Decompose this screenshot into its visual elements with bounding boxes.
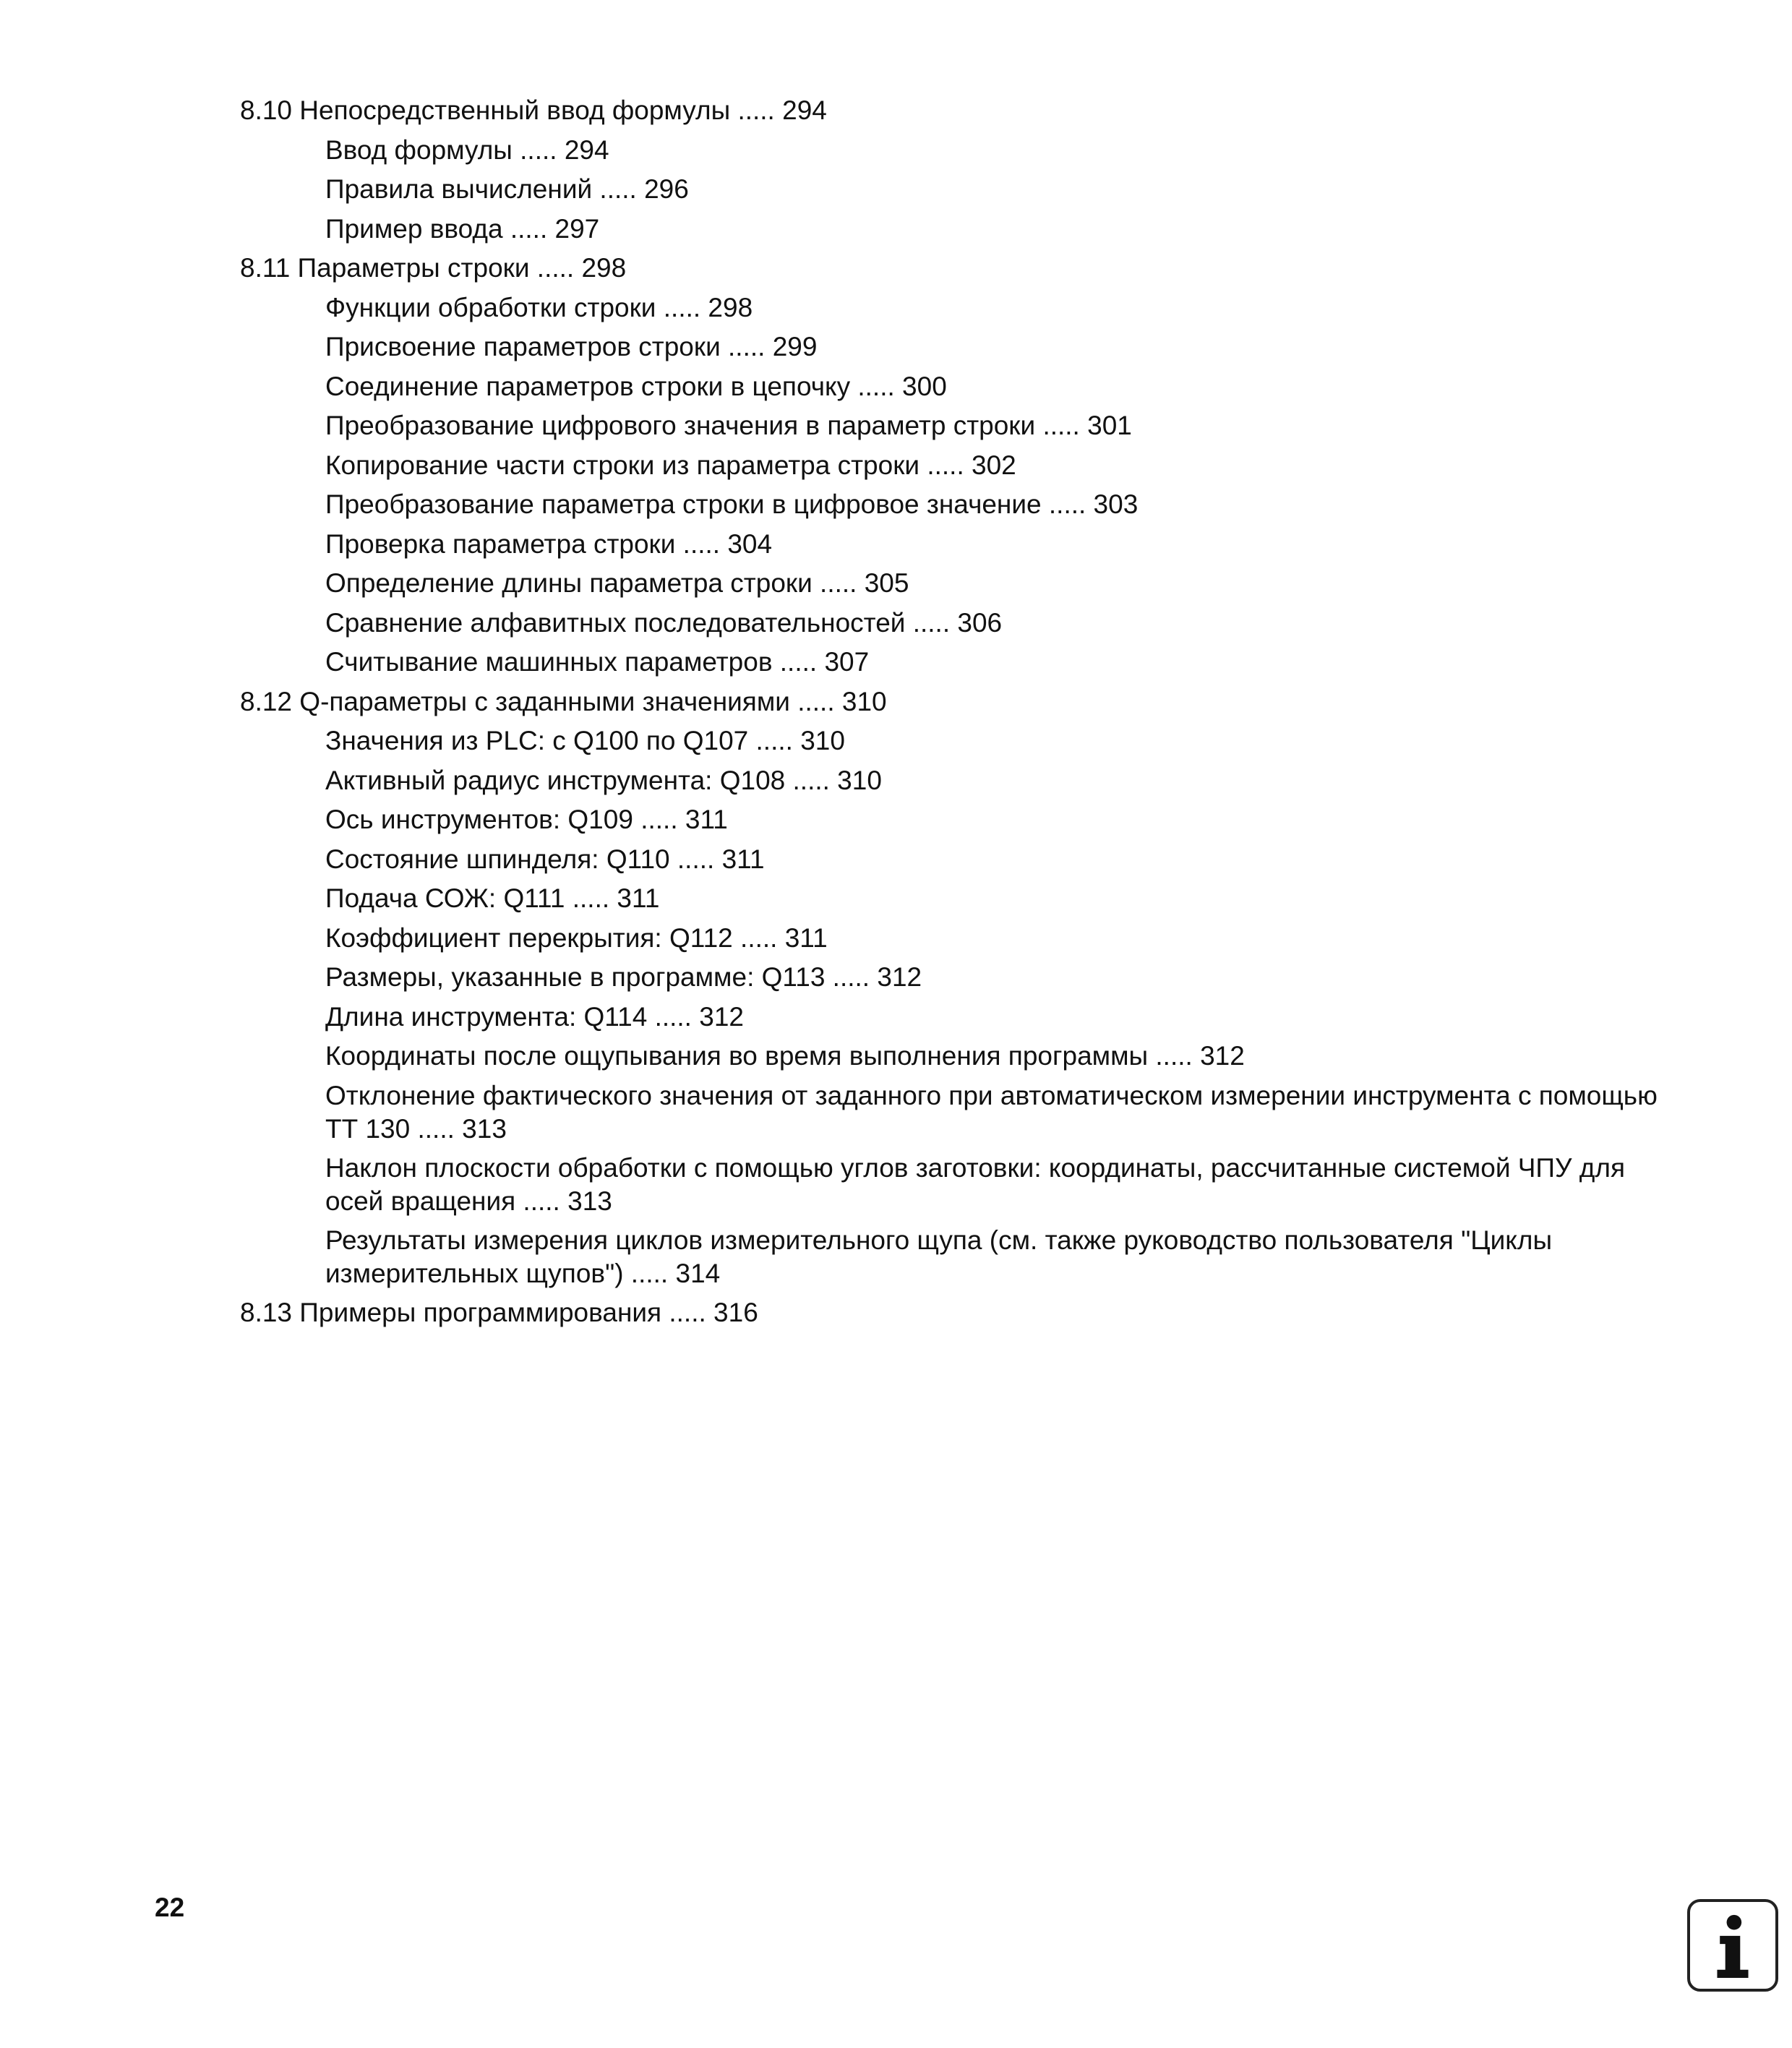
page-number: 22 <box>155 1893 185 1922</box>
toc-entry[interactable]: Состояние шпинделя: Q110 ..... 311 <box>325 844 765 874</box>
toc-entry[interactable]: Преобразование цифрового значения в параметр строки ..... 301 <box>325 411 1132 440</box>
toc-section-8-11[interactable]: 8.11 Параметры строки ..... 298 <box>240 253 627 283</box>
toc-entry[interactable]: Значения из PLC: с Q100 по Q107 ..... 310 <box>325 726 845 755</box>
toc-entry[interactable]: Пример ввода ..... 297 <box>325 214 600 244</box>
toc-entry[interactable]: Ввод формулы ..... 294 <box>325 135 609 165</box>
toc-entry[interactable]: Координаты после ощупывания во время выполнения программы ..... 312 <box>325 1041 1245 1071</box>
toc-entry[interactable]: Коэффициент перекрытия: Q112 ..... 311 <box>325 923 828 953</box>
toc-section-8-12[interactable]: 8.12 Q-параметры с заданными значениями ..... 310 <box>240 687 887 716</box>
toc-section-8-13[interactable]: 8.13 Примеры программирования ..... 316 <box>240 1298 758 1327</box>
toc-entry[interactable]: Преобразование параметра строки в цифровое значение ..... 303 <box>325 489 1139 519</box>
toc-entry[interactable]: Длина инструмента: Q114 ..... 312 <box>325 1002 744 1032</box>
toc-entry[interactable]: Определение длины параметра строки ..... 305 <box>325 568 909 598</box>
toc-entry[interactable]: Подача СОЖ: Q111 ..... 311 <box>325 883 660 913</box>
toc-entry[interactable]: Считывание машинных параметров ..... 307 <box>325 647 870 677</box>
toc-section-8-10[interactable]: 8.10 Непосредственный ввод формулы ..... 294 <box>240 95 827 125</box>
toc-entry[interactable]: Присвоение параметров строки ..... 299 <box>325 332 818 361</box>
toc-entry[interactable]: Функции обработки строки ..... 298 <box>325 293 753 322</box>
toc-entry[interactable]: Сравнение алфавитных последовательностей ..... 306 <box>325 608 1003 638</box>
toc-entry[interactable]: Ось инструментов: Q109 ..... 311 <box>325 805 728 834</box>
toc-entry[interactable]: Правила вычислений ..... 296 <box>325 174 689 204</box>
info-icon-glyph <box>1690 1902 1775 1989</box>
toc-entry[interactable]: Активный радиус инструмента: Q108 ..... 310 <box>325 766 882 795</box>
toc-entry[interactable]: Размеры, указанные в программе: Q113 ..... 312 <box>325 962 922 992</box>
toc-entry[interactable]: Соединение параметров строки в цепочку ..... 300 <box>325 372 947 401</box>
info-icon <box>1687 1899 1778 1992</box>
toc-entry[interactable]: Проверка параметра строки ..... 304 <box>325 529 773 559</box>
toc-entry[interactable]: Наклон плоскости обработки с помощью углов заготовки: координаты, рассчитанные системой ЧПУ для осей вращения ..... 313 <box>325 1153 1626 1216</box>
toc-entry[interactable]: Отклонение фактического значения от заданного при автоматическом измерении инструмента с помощью ТТ 130 ..... 313 <box>325 1081 1658 1144</box>
toc-entry[interactable]: Копирование части строки из параметра строки ..... 302 <box>325 450 1016 480</box>
toc-entry[interactable]: Результаты измерения циклов измерительного щупа (см. также руководство пользователя "Циклы измерительных щупов") ..... 314 <box>325 1225 1553 1288</box>
